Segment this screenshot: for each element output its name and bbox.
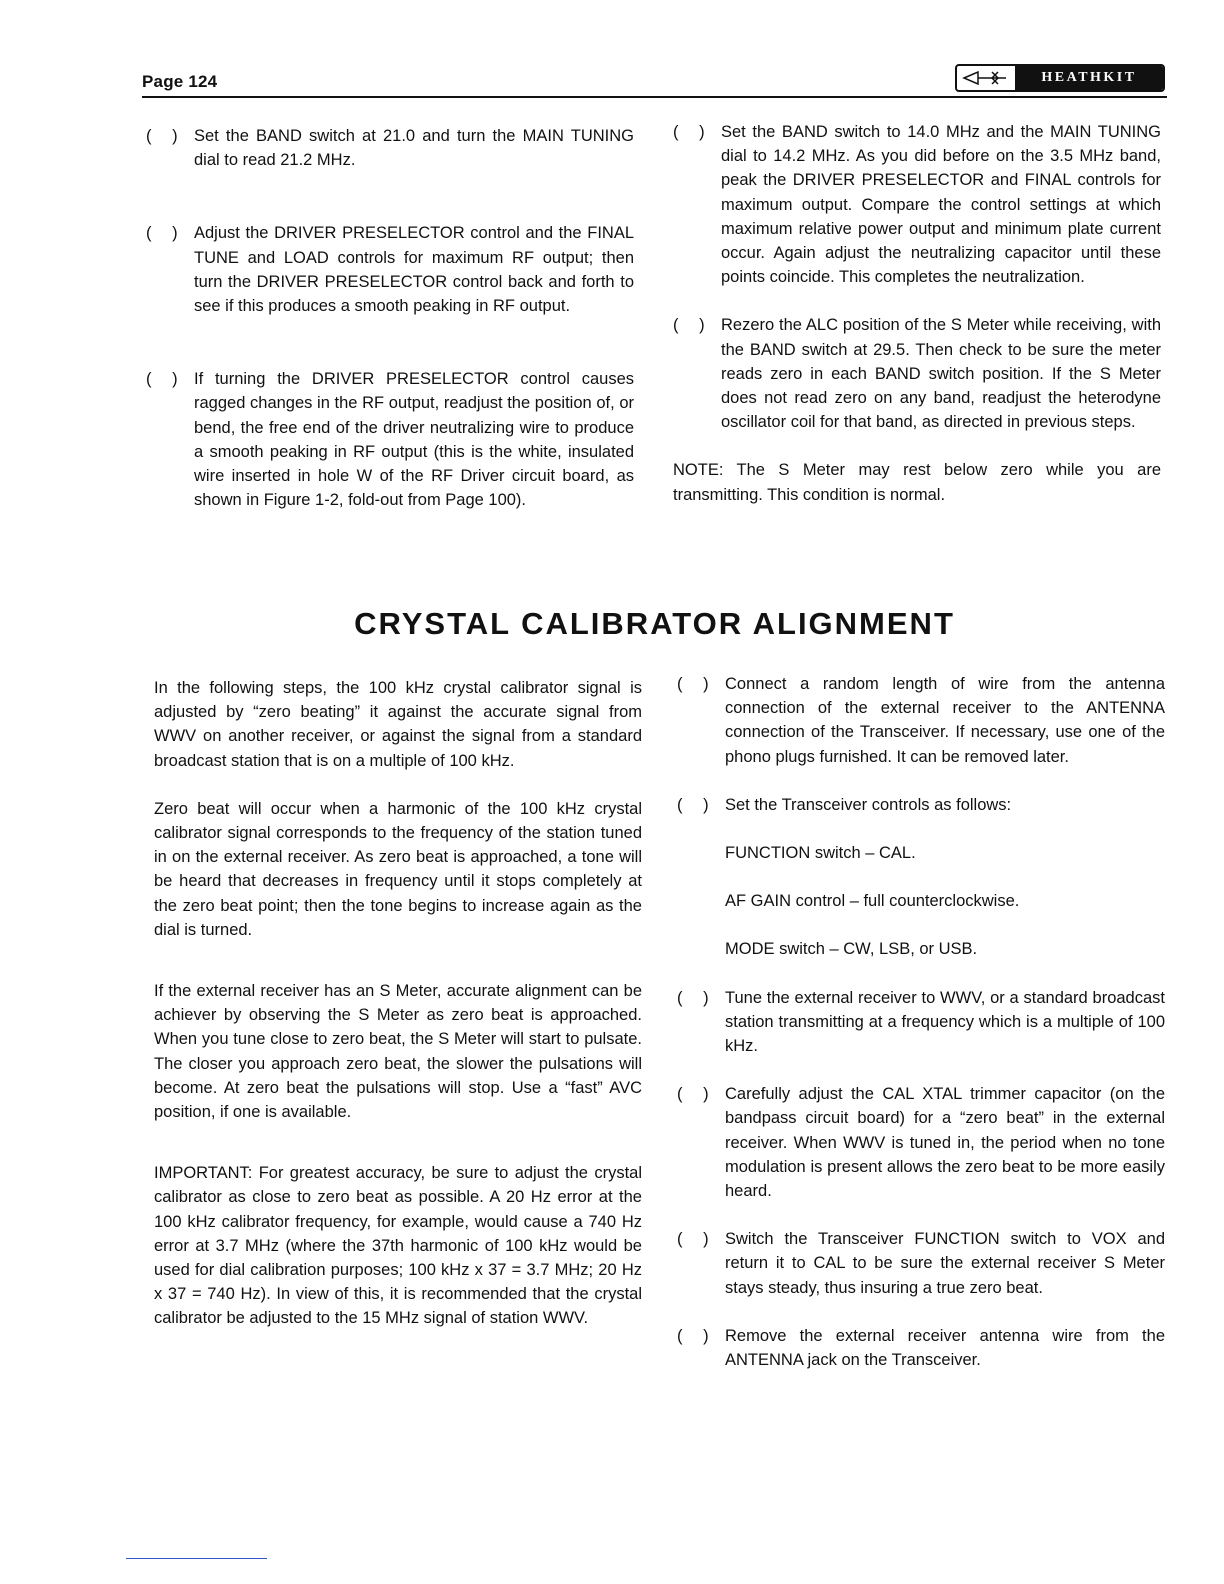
header-rule (142, 96, 1167, 98)
step-text: Tune the external receiver to WWV, or a standard broadcast station transmitting at a frequency which is a multiple of 100 kHz. (725, 988, 1165, 1056)
checklist-step (673, 313, 1161, 434)
brand-name: HEATHKIT (1015, 66, 1163, 90)
checkbox[interactable]: ( ) (677, 988, 717, 1007)
bottom-right-column (677, 672, 1165, 1372)
step-text: Set the BAND switch to 14.0 MHz and the MAIN TUNING dial to 14.2 MHz. As you did before on the 3.5 MHz band, peak the DRIVER PRESELECTOR and FINAL controls for maximum output. Compare the control settings at which maximum relative power output and minimum plate current occur. Again adjust the neutralizing capacitor until these points coincide. This completes the neutralization. (721, 123, 1161, 287)
checklist-step (677, 793, 1165, 817)
checkbox[interactable]: ( ) (146, 370, 186, 389)
top-left-column (146, 124, 634, 512)
checklist-step (677, 1227, 1165, 1300)
section-title: CRYSTAL CALIBRATOR ALIGNMENT (354, 606, 955, 641)
control-setting: AF GAIN control – full counterclockwise. (725, 892, 1020, 911)
note-text: NOTE: The S Meter may rest below zero while you are transmitting. This condition is normal. (673, 461, 1161, 504)
checklist-step (146, 221, 634, 318)
checkbox[interactable]: ( ) (677, 1085, 717, 1104)
body-paragraph: Zero beat will occur when a harmonic of the 100 kHz crystal calibrator signal corresponds to the frequency of the station tuned in on the external receiver. As zero beat is approached, a tone will be heard that decreases in frequency until it stops completely at the zero beat point; then the tone begins to increase again as the dial is turned. (154, 799, 642, 939)
checkbox[interactable]: ( ) (673, 316, 713, 335)
checklist-step (146, 367, 634, 512)
checklist-step (677, 672, 1165, 769)
step-text: If turning the DRIVER PRESELECTOR control causes ragged changes in the RF output, readjust the position of, or bend, the free end of the driver neutralizing wire to produce a smooth peaking in RF output (this is the white, insulated wire inserted in hole W of the RF Driver circuit board, as shown in Figure 1-2, fold-out from Page 100). (194, 370, 634, 510)
page-number: Page 124 (142, 72, 218, 91)
bottom-left-column (154, 676, 642, 1331)
step-text: Set the Transceiver controls as follows: (725, 795, 1012, 814)
checkbox[interactable]: ( ) (146, 127, 186, 145)
checkbox[interactable]: ( ) (673, 123, 713, 141)
body-paragraph: If the external receiver has an S Meter, accurate alignment can be achiever by observing the S Meter as zero beat is approached. When you tune close to zero beat, the S Meter will start to pulsate. The closer you approach zero beat, the slower the pulsations will become. At zero beat the pulsations will stop. Use a “fast” AVC position, if one is available. (154, 982, 642, 1122)
step-text: Rezero the ALC position of the S Meter while receiving, with the BAND switch at 29.5. Then check to be sure the meter reads zero in each BAND switch position. If the S Meter does not read zero on any band, readjust the heterodyne oscillator coil for that band, as directed in previous steps. (721, 316, 1161, 432)
footer-line (126, 1558, 267, 1559)
body-paragraph: In the following steps, the 100 kHz crystal calibrator signal is adjusted by “zero beating” it against the accurate signal from WWV on another receiver, or against the signal from a standard broadcast station that is on a multiple of 100 kHz. (154, 679, 642, 770)
checklist-step (146, 124, 634, 172)
important-paragraph: IMPORTANT: For greatest accuracy, be sure to adjust the crystal calibrator as close to zero beat as possible. A 20 Hz error at the 100 kHz calibrator frequency, for example, would cause a 740 Hz error at 3.7 MHz (where the 37th harmonic of 100 kHz would be used for dial calibration purposes; 100 kHz x 37 = 3.7 MHz; 20 Hz x 37 = 740 Hz). In view of this, it is recommended that the crystal calibrator be adjusted to the 15 MHz signal of station WWV. (154, 1164, 642, 1328)
checklist-step (677, 1324, 1165, 1372)
heathkit-emblem-icon (957, 66, 1015, 90)
step-text: Connect a random length of wire from the antenna connection of the external receiver to the ANTENNA connection of the Transceiver. If necessary, use one of the phono plugs furnished. It can be removed later. (725, 675, 1165, 766)
control-setting: FUNCTION switch – CAL. (725, 844, 916, 863)
control-setting: MODE switch – CW, LSB, or USB. (725, 940, 978, 959)
checklist-step (673, 120, 1161, 289)
step-text: Remove the external receiver antenna wire from the ANTENNA jack on the Transceiver. (725, 1326, 1165, 1370)
checklist-step (677, 986, 1165, 1059)
step-text: Switch the Transceiver FUNCTION switch to VOX and return it to CAL to be sure the external receiver S Meter stays steady, thus insuring a true zero beat. (725, 1230, 1165, 1297)
checkbox[interactable]: ( ) (146, 224, 186, 243)
checklist-step (677, 1082, 1165, 1203)
top-right-column (673, 120, 1161, 507)
step-text: Adjust the DRIVER PRESELECTOR control and the FINAL TUNE and LOAD controls for maximum RF output; then turn the DRIVER PRESELECTOR control back and forth to see if this produces a smooth peaking in RF output. (194, 224, 634, 316)
checkbox[interactable]: ( ) (677, 795, 717, 814)
checkbox[interactable]: ( ) (677, 675, 717, 693)
step-text: Set the BAND switch at 21.0 and turn the MAIN TUNING dial to read 21.2 MHz. (194, 127, 634, 170)
heathkit-logo (955, 64, 1165, 92)
checkbox[interactable]: ( ) (677, 1230, 717, 1249)
step-text: Carefully adjust the CAL XTAL trimmer capacitor (on the bandpass circuit board) for a “zero beat” in the external receiver. When WWV is tuned in, the period when no tone modulation is present allows the zero beat to be more easily heard. (725, 1085, 1165, 1201)
checkbox[interactable]: ( ) (677, 1326, 717, 1345)
page-header (142, 70, 1167, 96)
